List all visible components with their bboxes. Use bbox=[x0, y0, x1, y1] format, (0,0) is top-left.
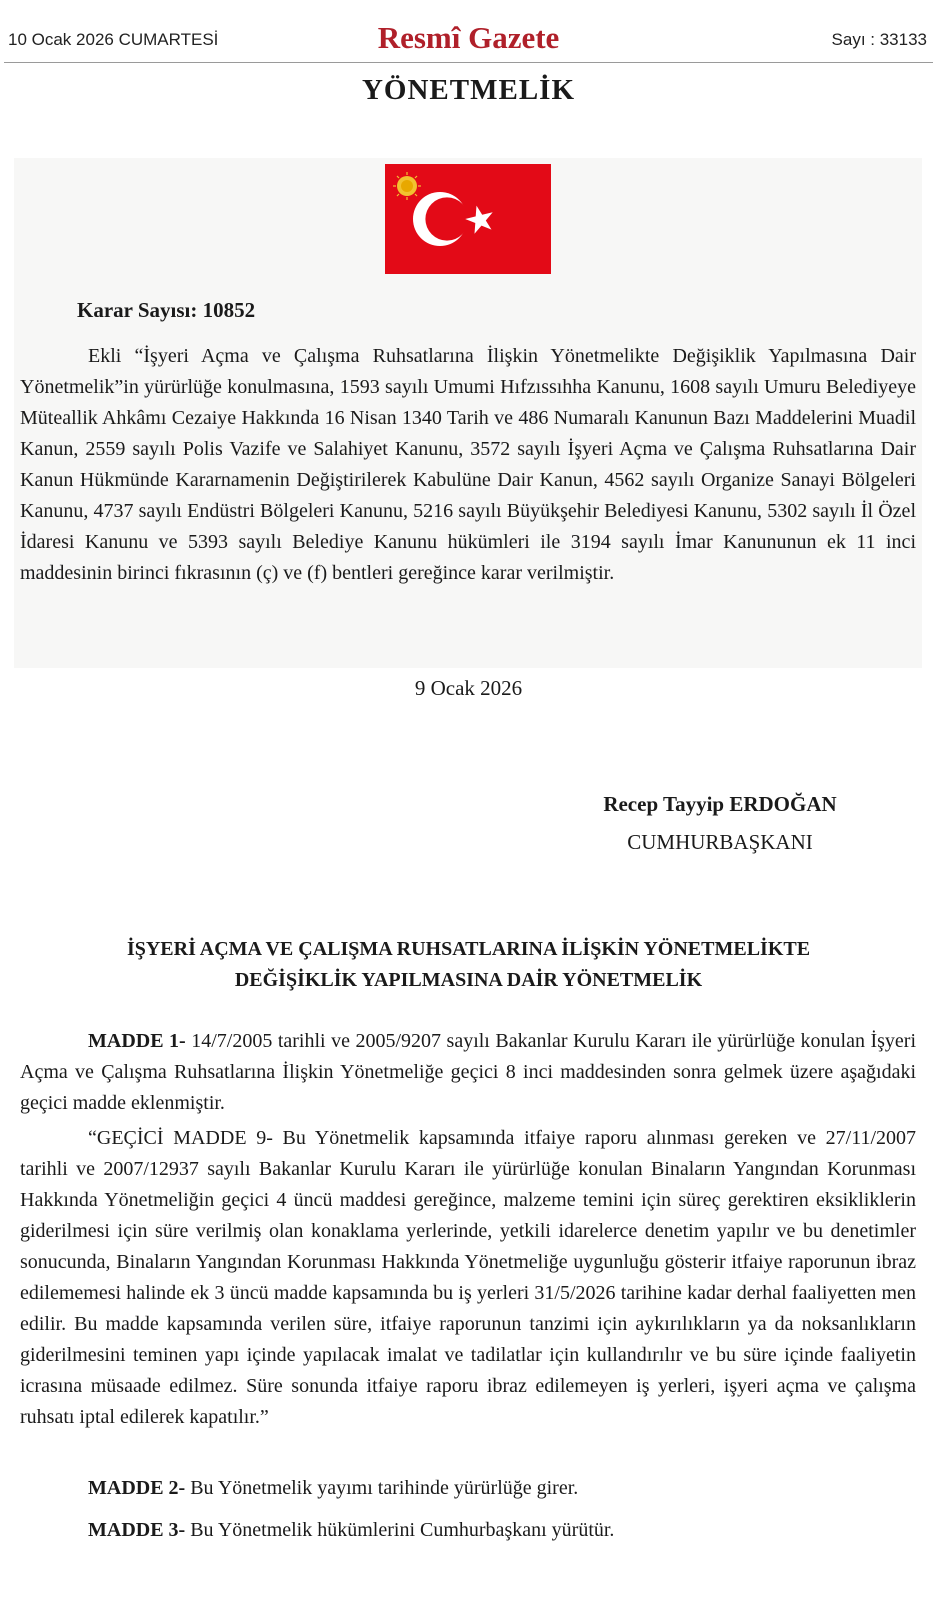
header-divider bbox=[4, 62, 933, 63]
article-3-label: MADDE 3- bbox=[88, 1519, 186, 1541]
article-1-label: MADDE 1- bbox=[88, 1030, 186, 1052]
turkish-flag-emblem bbox=[385, 164, 551, 274]
article-1 bbox=[20, 1026, 916, 1119]
issue-number: Sayı : 33133 bbox=[831, 30, 927, 49]
article-2 bbox=[20, 1473, 916, 1504]
article-3 bbox=[20, 1515, 916, 1546]
decision-number: Karar Sayısı: 10852 bbox=[77, 298, 256, 322]
decision-text: Ekli “İşyeri Açma ve Çalışma Ruhsatlarına İlişkin Yönetmelikte Değişiklik Yapılmasına Dair Yönetmelik”in yürürlüğe konulmasına, 1593 sayılı Umumi Hıfzıssıhha Kanunu, 1608 sayılı Umuru Belediyeye Müteallik Ahkâmı Cezaiye Hakkında 16 Nisan 1340 Tarih ve 486 Numaralı Kanunun Bazı Maddelerini Muadil Kanun, 2559 sayılı Polis Vazife ve Salahiyet Kanunu, 3572 sayılı İşyeri Açma ve Çalışma Ruhsatlarına Dair Kanun Hükmünde Kararnamenin Değiştirilerek Kabulüne Dair Kanun, 4562 sayılı Organize Sanayi Bölgeleri Kanunu, 4737 sayılı Endüstri Bölgeleri Kanunu, 5216 sayılı Büyükşehir Belediyesi Kanunu, 5302 sayılı İl Özel İdaresi Kanunu ve 5393 sayılı Belediye Kanunu hükümleri ile 3194 sayılı İmar Kanununun ek 11 inci maddesinin birinci fıkrasının (ç) ve (f) bentleri gereğince karar verilmiştir. bbox=[20, 345, 916, 584]
regulation-title bbox=[30, 934, 907, 996]
decision-date: 9 Ocak 2026 bbox=[414, 676, 523, 700]
signatory-name: Recep Tayyip ERDOĞAN bbox=[603, 792, 837, 816]
presidential-sun-emblem-icon bbox=[393, 172, 421, 200]
article-temporary-9 bbox=[20, 1123, 916, 1433]
flag-crescent-star-icon bbox=[385, 164, 551, 274]
temporary-article-label: “GEÇİCİ MADDE 9- bbox=[88, 1127, 273, 1149]
header-date: 10 Ocak 2026 CUMARTESİ bbox=[8, 30, 219, 49]
signatory-title: CUMHURBAŞKANI bbox=[627, 830, 813, 854]
section-title: YÖNETMELİK bbox=[361, 74, 576, 106]
regulation-title-line-1: İŞYERİ AÇMA VE ÇALIŞMA RUHSATLARINA İLİŞKİN YÖNETMELİKTE bbox=[126, 938, 811, 960]
article-2-text: Bu Yönetmelik yayımı tarihinde yürürlüğe girer. bbox=[185, 1477, 579, 1499]
regulation-title-line-2: DEĞİŞİKLİK YAPILMASINA DAİR YÖNETMELİK bbox=[234, 969, 703, 991]
gazette-name: Resmî Gazete bbox=[377, 20, 560, 55]
article-1-text: 14/7/2005 tarihli ve 2005/9207 sayılı Bakanlar Kurulu Kararı ile yürürlüğe konulan İşyeri Açma ve Çalışma Ruhsatlarına İlişkin Yönetmeliğe geçici 8 inci maddesinden sonra gelmek üzere aşağıdaki geçici madde eklenmiştir. bbox=[20, 1030, 916, 1114]
article-2-label: MADDE 2- bbox=[88, 1477, 186, 1499]
article-3-text: Bu Yönetmelik hükümlerini Cumhurbaşkanı yürütür. bbox=[185, 1519, 615, 1541]
gazette-header bbox=[0, 18, 937, 62]
temporary-article-text: Bu Yönetmelik kapsamında itfaiye raporu alınması gereken ve 27/11/2007 tarihli ve 2007/12937 sayılı Bakanlar Kurulu Kararı ile yürürlüğe konulan Binaların Yangından Korunması Hakkında Yönetmeliğin geçici 4 üncü maddesi gereğince, malzeme temini için süreç gerektiren eksikliklerin giderilmesi için süre verilmiş olan konaklama yerlerinde, yetkili idarelerce denetim yapılır ve bu denetimler sonucunda, Binaların Yangından Korunması Hakkında Yönetmeliğe uygunluğu gösterir itfaiye raporunun ibraz edilememesi halinde ek 3 üncü madde kapsamında bu iş yerleri 31/5/2026 tarihine kadar derhal faaliyetten men edilir. Bu madde kapsamında verilen süre, itfaiye raporunun tanzimi için aykırılıkların ya da noksanlıkların giderilmesini teminen yapı içinde yapılacak imalat ve tadilatlar için kullandırılır ve bu süre içinde faaliyetin icrasına müsaade edilmez. Süre sonunda itfaiye raporu ibraz edilemeyen iş yerleri, işyeri açma ve çalışma ruhsatı iptal edilerek kapatılır.” bbox=[20, 1127, 917, 1428]
